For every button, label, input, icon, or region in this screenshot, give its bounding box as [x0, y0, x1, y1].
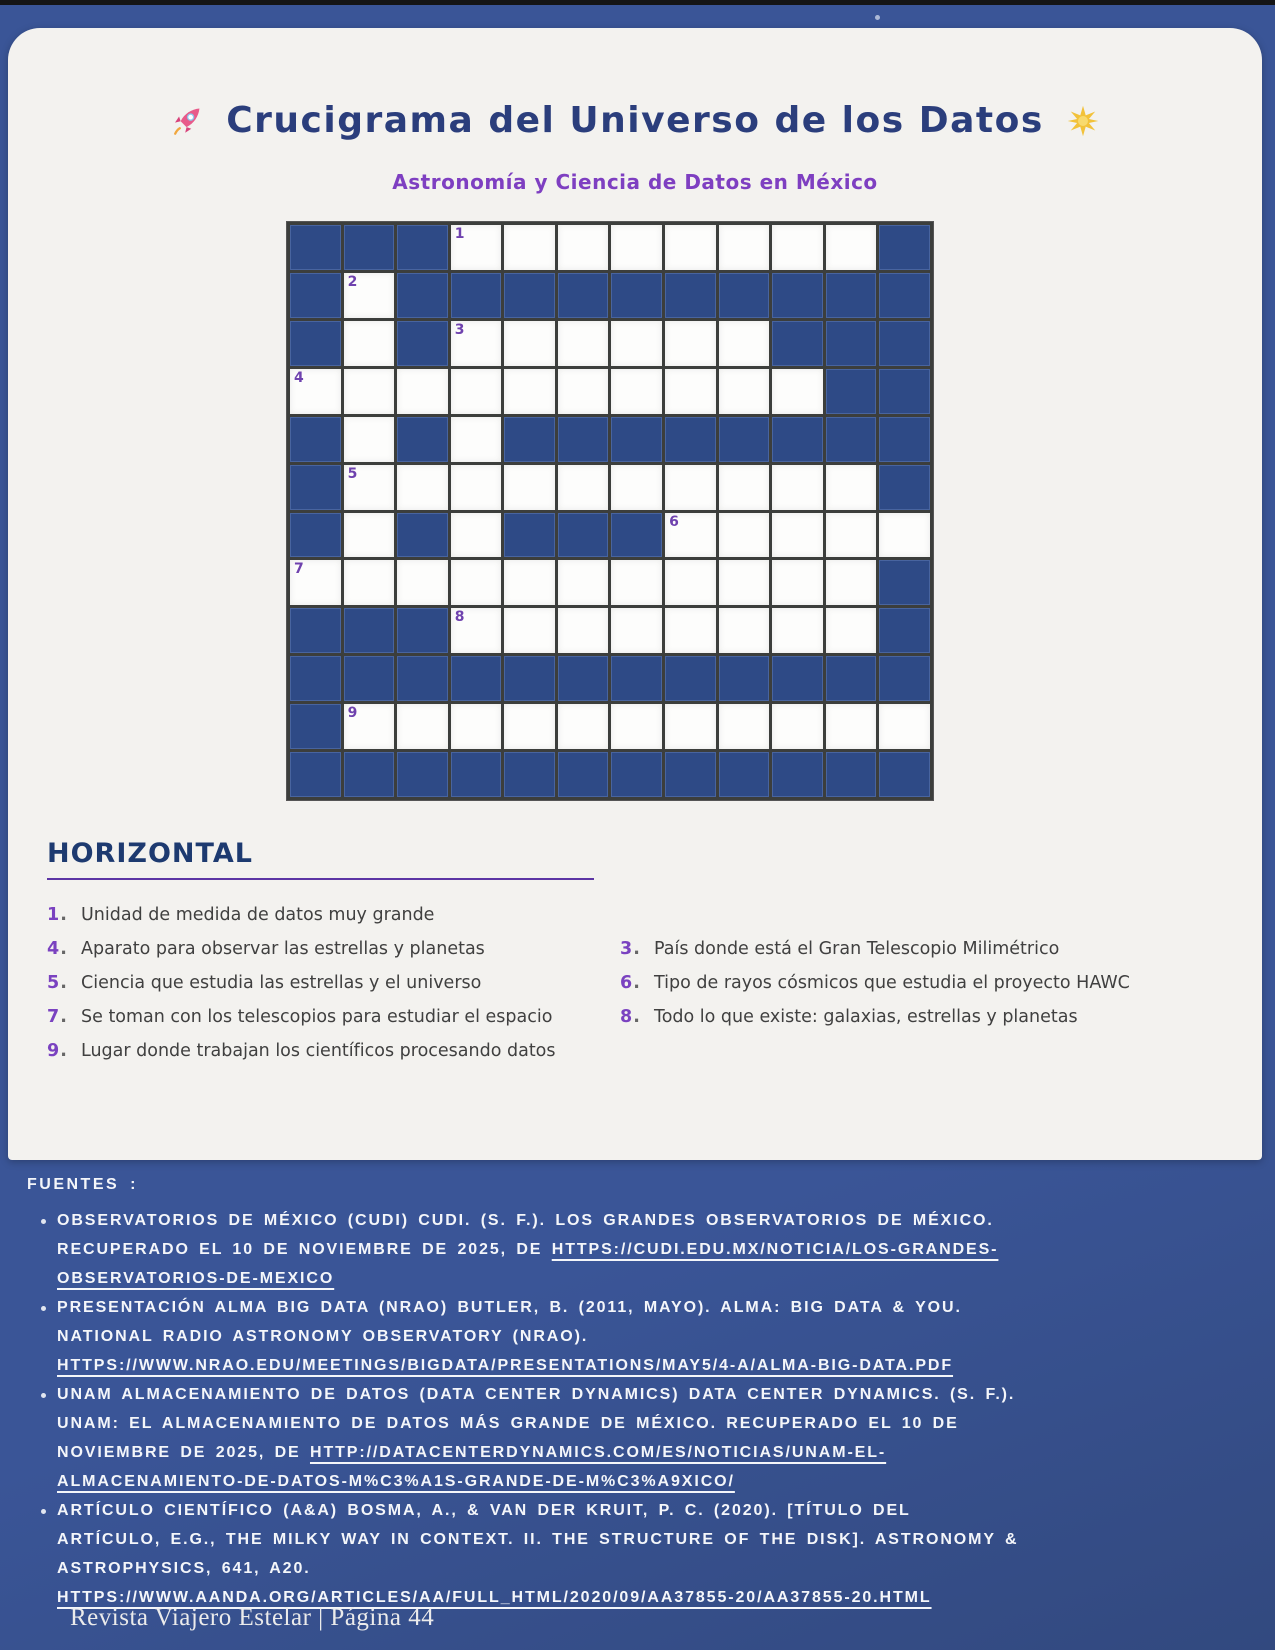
- blocked-cell: [665, 273, 716, 318]
- blocked-cell: [397, 656, 448, 701]
- source-link[interactable]: ALMACENAMIENTO-DE-DATOS-M%C3%A1S-GRANDE-DE-M%C3%A9XICO/: [57, 1473, 735, 1490]
- blocked-cell: [558, 513, 609, 558]
- blocked-cell: [826, 417, 877, 462]
- clue-text: País donde está el Gran Telescopio Milimétrico: [654, 939, 1060, 959]
- heading-underline: [47, 878, 594, 880]
- page-title: Crucigrama del Universo de los Datos: [226, 100, 1044, 141]
- answer-cell[interactable]: [451, 704, 502, 749]
- blocked-cell: [772, 321, 823, 366]
- cell-clue-number: 6: [669, 513, 679, 530]
- blocked-cell: [504, 417, 555, 462]
- source-3-line: [57, 1409, 1265, 1438]
- blocked-cell: [558, 656, 609, 701]
- answer-cell[interactable]: [290, 369, 341, 414]
- answer-cell[interactable]: [611, 704, 662, 749]
- source-3-line: [57, 1438, 1265, 1467]
- answer-cell[interactable]: [826, 465, 877, 510]
- blocked-cell: [772, 656, 823, 701]
- answer-cell[interactable]: [290, 560, 341, 605]
- clue-item-9: [47, 1038, 620, 1072]
- answer-cell[interactable]: [397, 560, 448, 605]
- source-text: ARTÍCULO, E.G., THE MILKY WAY IN CONTEXT. II. THE STRUCTURE OF THE DISK]. ASTRONOMY &: [57, 1531, 1019, 1548]
- answer-cell[interactable]: [451, 465, 502, 510]
- answer-cell[interactable]: [451, 513, 502, 558]
- blocked-cell: [504, 752, 555, 797]
- answer-cell[interactable]: [397, 704, 448, 749]
- answer-cell[interactable]: [611, 225, 662, 270]
- blocked-cell: [826, 656, 877, 701]
- answer-cell[interactable]: [558, 225, 609, 270]
- cell-clue-number: 5: [347, 465, 358, 482]
- title-row: [8, 100, 1262, 141]
- answer-cell[interactable]: [611, 369, 662, 414]
- blocked-cell: [611, 273, 662, 318]
- clue-text: Unidad de medida de datos muy grande: [81, 905, 435, 925]
- answer-cell[interactable]: [665, 225, 716, 270]
- answer-cell[interactable]: [611, 608, 662, 653]
- blocked-cell: [344, 608, 395, 653]
- answer-cell[interactable]: [665, 465, 716, 510]
- answer-cell[interactable]: [504, 369, 555, 414]
- answer-cell[interactable]: [665, 608, 716, 653]
- horizontal-heading: HORIZONTAL: [47, 838, 253, 869]
- blocked-cell: [290, 225, 341, 270]
- source-text: NOVIEMBRE DE 2025, DE: [57, 1444, 310, 1461]
- clue-item-4: [47, 936, 620, 970]
- answer-cell[interactable]: [719, 560, 770, 605]
- source-3-line: [57, 1380, 1265, 1409]
- blocked-cell: [879, 369, 930, 414]
- glowing-star-icon: [1066, 104, 1100, 138]
- blocked-cell: [879, 608, 930, 653]
- blocked-cell: [290, 417, 341, 462]
- clue-number: 8 .: [620, 1004, 654, 1038]
- blocked-cell: [665, 417, 716, 462]
- blocked-cell: [397, 321, 448, 366]
- answer-cell[interactable]: [451, 417, 502, 462]
- cell-clue-number: 1: [454, 226, 465, 242]
- source-text: NATIONAL RADIO ASTRONOMY OBSERVATORY (NRAO).: [57, 1328, 589, 1345]
- answer-cell[interactable]: [344, 321, 395, 366]
- answer-cell[interactable]: [826, 560, 877, 605]
- blocked-cell: [772, 752, 823, 797]
- clue-text: Lugar donde trabajan los científicos procesando datos: [81, 1041, 556, 1061]
- clue-item-6: [620, 970, 1237, 1004]
- answer-cell[interactable]: [826, 608, 877, 653]
- blocked-cell: [344, 752, 395, 797]
- source-link[interactable]: HTTPS://WWW.AANDA.ORG/ARTICLES/AA/FULL_HTML/2020/09/AA37855-20/AA37855-20.HTML: [57, 1589, 932, 1606]
- answer-cell[interactable]: [826, 704, 877, 749]
- blocked-cell: [451, 752, 502, 797]
- answer-cell[interactable]: [558, 369, 609, 414]
- page-subtitle: Astronomía y Ciencia de Datos en México: [392, 170, 878, 194]
- answer-cell[interactable]: [719, 465, 770, 510]
- blocked-cell: [879, 273, 930, 318]
- clue-text: Todo lo que existe: galaxias, estrellas y planetas: [654, 1007, 1078, 1027]
- blocked-cell: [290, 465, 341, 510]
- blocked-cell: [290, 752, 341, 797]
- source-link[interactable]: OBSERVATORIOS-DE-MEXICO: [57, 1270, 335, 1287]
- blocked-cell: [826, 752, 877, 797]
- cell-clue-number: 7: [294, 561, 304, 578]
- answer-cell[interactable]: [772, 608, 823, 653]
- answer-cell[interactable]: [344, 273, 395, 318]
- answer-cell[interactable]: [504, 465, 555, 510]
- cell-clue-number: 4: [294, 369, 304, 386]
- answer-cell[interactable]: [665, 513, 716, 558]
- blocked-cell: [558, 273, 609, 318]
- blocked-cell: [611, 417, 662, 462]
- blocked-cell: [290, 704, 341, 749]
- answer-cell[interactable]: [772, 560, 823, 605]
- source-link[interactable]: HTTP://DATACENTERDYNAMICS.COM/ES/NOTICIAS/UNAM-EL-: [309, 1444, 887, 1461]
- crossword-grid: [287, 222, 933, 800]
- blocked-cell: [451, 656, 502, 701]
- clue-number: 3 .: [620, 936, 654, 970]
- source-link[interactable]: HTTPS://WWW.NRAO.EDU/MEETINGS/BIGDATA/PRESENTATIONS/MAY5/4-A/ALMA-BIG-DATA.PDF: [57, 1357, 954, 1374]
- answer-cell[interactable]: [719, 321, 770, 366]
- answer-cell[interactable]: [504, 560, 555, 605]
- answer-cell[interactable]: [397, 465, 448, 510]
- clue-number: 4 .: [47, 936, 81, 970]
- source-1-line: [57, 1206, 1265, 1235]
- answer-cell[interactable]: [344, 465, 395, 510]
- answer-cell[interactable]: [772, 369, 823, 414]
- blocked-cell: [879, 656, 930, 701]
- blocked-cell: [879, 465, 930, 510]
- source-text: ARTÍCULO CIENTÍFICO (A&A) BOSMA, A., & VAN DER KRUIT, P. C. (2020). [TÍTULO DEL: [57, 1502, 911, 1519]
- answer-cell[interactable]: [504, 704, 555, 749]
- blocked-cell: [451, 273, 502, 318]
- source-text: PRESENTACIÓN ALMA BIG DATA (NRAO) BUTLER, B. (2011, MAYO). ALMA: BIG DATA & YOU.: [57, 1299, 962, 1316]
- blocked-cell: [719, 273, 770, 318]
- answer-cell[interactable]: [451, 369, 502, 414]
- blocked-cell: [611, 513, 662, 558]
- clue-item-3: [620, 936, 1237, 970]
- answer-cell[interactable]: [451, 225, 502, 270]
- source-2-line: [57, 1351, 1265, 1380]
- blocked-cell: [665, 656, 716, 701]
- answer-cell[interactable]: [397, 369, 448, 414]
- source-2-line: [57, 1322, 1265, 1351]
- cell-clue-number: 9: [347, 705, 358, 722]
- answer-cell[interactable]: [665, 321, 716, 366]
- blocked-cell: [397, 417, 448, 462]
- clue-number: 9 .: [47, 1038, 81, 1072]
- answer-cell[interactable]: [558, 560, 609, 605]
- cell-clue-number: 8: [454, 609, 465, 626]
- answer-cell[interactable]: [719, 608, 770, 653]
- clues-section: [47, 838, 1237, 1072]
- sources-heading: FUENTES :: [27, 1176, 138, 1193]
- clue-text: Aparato para observar las estrellas y planetas: [81, 939, 485, 959]
- source-4-line: [57, 1554, 1265, 1583]
- answer-cell[interactable]: [558, 321, 609, 366]
- source-4-line: [57, 1525, 1265, 1554]
- content-panel: [8, 28, 1262, 1160]
- answer-cell[interactable]: [344, 513, 395, 558]
- blocked-cell: [879, 417, 930, 462]
- blocked-cell: [826, 273, 877, 318]
- clue-text: Tipo de rayos cósmicos que estudia el proyecto HAWC: [654, 973, 1130, 993]
- answer-cell[interactable]: [665, 560, 716, 605]
- clue-item-7: [47, 1004, 620, 1038]
- top-edge-strip: [0, 0, 1275, 5]
- clue-columns: [47, 902, 1237, 1072]
- blocked-cell: [290, 608, 341, 653]
- answer-cell[interactable]: [826, 225, 877, 270]
- answer-cell[interactable]: [719, 225, 770, 270]
- blocked-cell: [558, 417, 609, 462]
- answer-cell[interactable]: [344, 417, 395, 462]
- answer-cell[interactable]: [611, 321, 662, 366]
- blocked-cell: [772, 417, 823, 462]
- blocked-cell: [719, 417, 770, 462]
- source-link[interactable]: HTTPS://CUDI.EDU.MX/NOTICIA/LOS-GRANDES-: [551, 1241, 999, 1258]
- answer-cell[interactable]: [451, 321, 502, 366]
- scan-speck: [875, 15, 880, 20]
- answer-cell[interactable]: [504, 225, 555, 270]
- blocked-cell: [558, 752, 609, 797]
- blocked-cell: [397, 752, 448, 797]
- answer-cell[interactable]: [772, 465, 823, 510]
- answer-cell[interactable]: [451, 560, 502, 605]
- blocked-cell: [772, 273, 823, 318]
- blocked-cell: [826, 321, 877, 366]
- clues-right-column: [620, 936, 1237, 1072]
- source-text: RECUPERADO EL 10 DE NOVIEMBRE DE 2025, DE: [57, 1241, 552, 1258]
- blocked-cell: [611, 656, 662, 701]
- source-4-line: [57, 1496, 1265, 1525]
- blocked-cell: [397, 513, 448, 558]
- blocked-cell: [879, 321, 930, 366]
- blocked-cell: [611, 752, 662, 797]
- source-text: UNAM: EL ALMACENAMIENTO DE DATOS MÁS GRANDE DE MÉXICO. RECUPERADO EL 10 DE: [57, 1415, 959, 1432]
- blocked-cell: [344, 225, 395, 270]
- answer-cell[interactable]: [344, 704, 395, 749]
- answer-cell[interactable]: [719, 704, 770, 749]
- source-3-line: [57, 1467, 1265, 1496]
- clue-number: 7 .: [47, 1004, 81, 1038]
- blocked-cell: [397, 608, 448, 653]
- answer-cell[interactable]: [611, 465, 662, 510]
- answer-cell[interactable]: [772, 513, 823, 558]
- clue-item-1: [47, 902, 620, 936]
- blocked-cell: [665, 752, 716, 797]
- answer-cell[interactable]: [344, 369, 395, 414]
- answer-cell[interactable]: [665, 369, 716, 414]
- blocked-cell: [290, 273, 341, 318]
- blocked-cell: [719, 656, 770, 701]
- blocked-cell: [397, 225, 448, 270]
- answer-cell[interactable]: [451, 608, 502, 653]
- blocked-cell: [879, 560, 930, 605]
- clue-number: 5 .: [47, 970, 81, 1004]
- blocked-cell: [504, 656, 555, 701]
- answer-cell[interactable]: [719, 369, 770, 414]
- blocked-cell: [504, 513, 555, 558]
- blocked-cell: [504, 273, 555, 318]
- answer-cell[interactable]: [826, 513, 877, 558]
- cell-clue-number: 3: [454, 321, 465, 338]
- answer-cell[interactable]: [719, 513, 770, 558]
- blocked-cell: [290, 656, 341, 701]
- blocked-cell: [290, 321, 341, 366]
- sources-list: [57, 1206, 1265, 1612]
- blocked-cell: [397, 273, 448, 318]
- source-text: ASTROPHYSICS, 641, A20.: [57, 1560, 311, 1577]
- clues-left-column: [47, 902, 620, 1072]
- blocked-cell: [826, 369, 877, 414]
- clue-number: 1 .: [47, 902, 81, 936]
- blocked-cell: [879, 225, 930, 270]
- blocked-cell: [344, 656, 395, 701]
- answer-cell[interactable]: [504, 321, 555, 366]
- source-text: UNAM ALMACENAMIENTO DE DATOS (DATA CENTER DYNAMICS) DATA CENTER DYNAMICS. (S. F.).: [57, 1386, 1016, 1403]
- sources-section: [0, 1160, 1275, 1650]
- answer-cell[interactable]: [772, 704, 823, 749]
- answer-cell[interactable]: [558, 704, 609, 749]
- source-1-line: [57, 1235, 1265, 1264]
- clue-item-8: [620, 1004, 1237, 1038]
- page-footer: Revista Viajero Estelar | Página 44: [70, 1604, 435, 1631]
- answer-cell[interactable]: [879, 513, 930, 558]
- blocked-cell: [290, 513, 341, 558]
- source-text: OBSERVATORIOS DE MÉXICO (CUDI) CUDI. (S. F.). LOS GRANDES OBSERVATORIOS DE MÉXICO.: [57, 1212, 994, 1229]
- blocked-cell: [719, 752, 770, 797]
- answer-cell[interactable]: [558, 465, 609, 510]
- answer-cell[interactable]: [558, 608, 609, 653]
- answer-cell[interactable]: [772, 225, 823, 270]
- blocked-cell: [879, 752, 930, 797]
- source-2-line: [57, 1293, 1265, 1322]
- clue-item-5: [47, 970, 620, 1004]
- source-1-line: [57, 1264, 1265, 1293]
- clue-text: Se toman con los telescopios para estudiar el espacio: [81, 1007, 553, 1027]
- answer-cell[interactable]: [611, 560, 662, 605]
- answer-cell[interactable]: [879, 704, 930, 749]
- answer-cell[interactable]: [504, 608, 555, 653]
- clue-number: 6 .: [620, 970, 654, 1004]
- answer-cell[interactable]: [344, 560, 395, 605]
- answer-cell[interactable]: [665, 704, 716, 749]
- clue-text: Ciencia que estudia las estrellas y el universo: [81, 973, 482, 993]
- rocket-icon: [170, 104, 204, 138]
- cell-clue-number: 2: [347, 273, 358, 290]
